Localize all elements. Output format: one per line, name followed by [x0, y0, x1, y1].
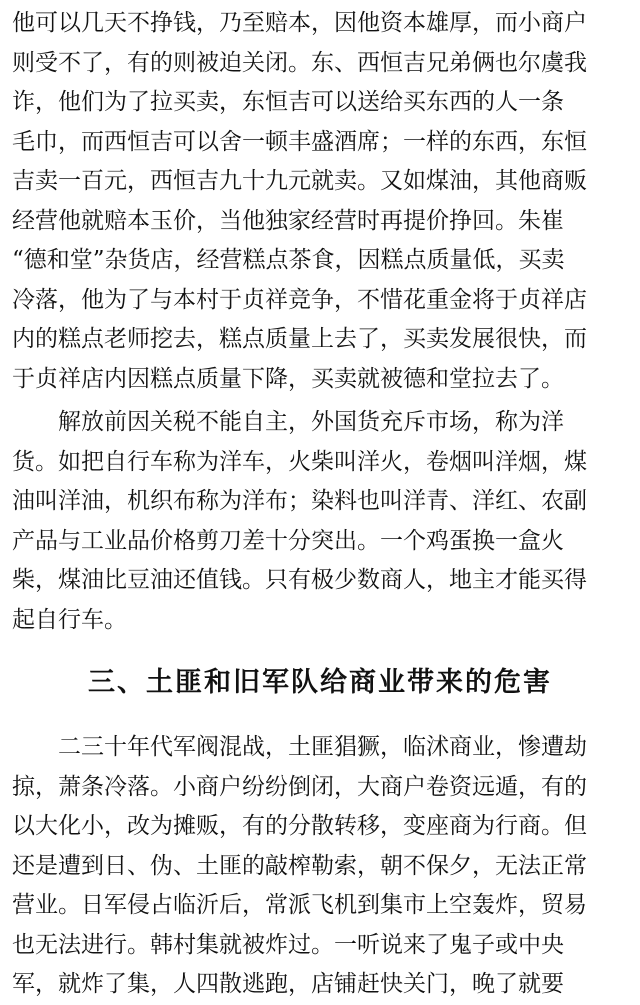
- text-line: 经营他就赔本玉价，当他独家经营时再提价挣回。朱崔: [12, 207, 564, 234]
- text-line: 诈，他们为了拉买卖，东恒吉可以送给买东西的人一条: [12, 89, 564, 115]
- text-line: 掠，萧条冷落。小商户纷纷倒闭，大商户卷资远遁，有的: [12, 773, 587, 800]
- text-line: 还是遭到日、伪、土匪的敲榨勒索，朝不保夕，无法正常: [12, 852, 587, 879]
- text-line: 货。如把自行车称为洋车，火柴叫洋火，卷烟叫洋烟，煤: [12, 448, 587, 475]
- text-line: 于贞祥店内因糕点质量下降，买卖就被德和堂拉去了。: [12, 365, 564, 392]
- text-line: 二三十年代军阀混战，土匪猖獗，临沭商业，惨遭劫: [58, 734, 587, 760]
- text-line: 起自行车。: [12, 606, 127, 633]
- text-line: 吉卖一百元，西恒吉九十九元就卖。又如煤油，其他商贩: [12, 168, 587, 194]
- text-line: 则受不了，有的则被迫关闭。东、西恒吉兄弟俩也尔虞我: [12, 49, 587, 76]
- paragraph-foreign-goods: [12, 403, 628, 640]
- text-line: 柴，煤油比豆油还值钱。只有极少数商人，地主才能买得: [12, 567, 587, 593]
- text-line: 内的糕点老师挖去，糕点质量上去了，买卖发展很快，而: [12, 326, 587, 352]
- text-line: 油叫洋油，机织布称为洋布；染料也叫洋青、洋红、农副: [12, 488, 587, 514]
- text-line: 军，就炸了集，人四散逃跑，店铺赶快关门，晚了就要: [12, 971, 564, 997]
- paragraph-bandits-armies: [12, 728, 628, 1005]
- text-line: 冷落，他为了与本村于贞祥竞争，不惜花重金将于贞祥店: [12, 286, 587, 313]
- text-line: 也无法进行。韩村集就被炸过。一听说来了鬼子或中央: [12, 931, 564, 958]
- text-line: “德和堂”杂货店，经营糕点茶食，因糕点质量低，买卖: [12, 247, 565, 273]
- section-heading: 三、土匪和旧军队给商业带来的危害: [88, 667, 552, 698]
- text-line: 毛巾，而西恒吉可以舍一顿丰盛酒席；一样的东西，东恒: [12, 128, 587, 155]
- text-line: 以大化小，改为摊贩，有的分散转移，变座商为行商。但: [12, 813, 587, 839]
- text-line: 产品与工业品价格剪刀差十分突出。一个鸡蛋换一盒火: [12, 527, 564, 554]
- text-line: 解放前因关税不能自主，外国货充斥市场，称为洋: [58, 409, 564, 435]
- text-line: 他可以几天不挣钱，乃至赔本，因他资本雄厚，而小商户: [12, 10, 587, 36]
- text-line: 营业。日军侵占临沂后，常派飞机到集市上空轰炸，贸易: [12, 892, 587, 918]
- paragraph-merchant-competition: [12, 4, 628, 399]
